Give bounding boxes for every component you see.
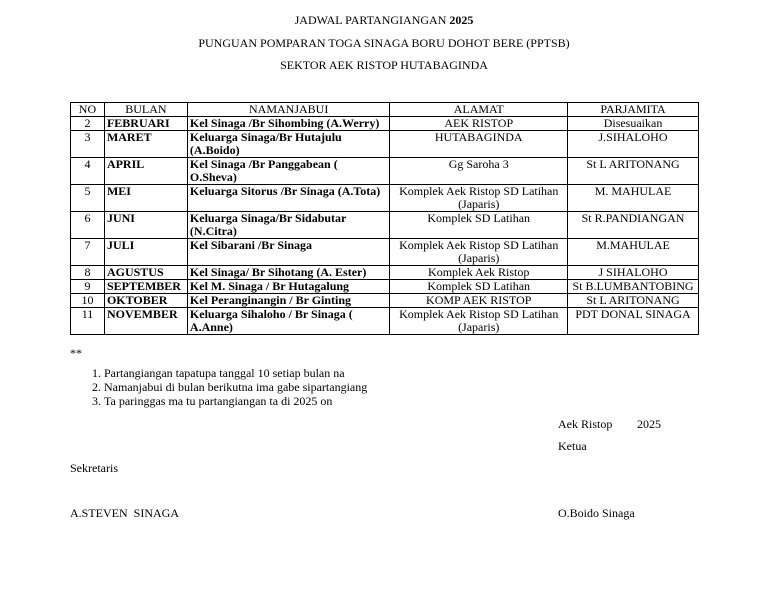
cell-parjamita: J SIHALOHO: [568, 266, 699, 280]
cell-bulan: JUNI: [104, 212, 187, 239]
cell-parjamita: St L ARITONANG: [568, 158, 699, 185]
table-row: [71, 239, 699, 266]
cell-bulan: MARET: [104, 131, 187, 158]
cell-namanjabui: Keluarga Sitorus /Br Sinaga (A.Tota): [187, 185, 390, 212]
title-year: 2025: [449, 13, 474, 27]
cell-no: 6: [71, 212, 105, 239]
cell-bulan: APRIL: [104, 158, 187, 185]
list-item: 1. Partangiangan tapatupa tanggal 10 setiap bulan na: [104, 366, 367, 380]
cell-bulan: FEBRUARI: [104, 117, 187, 131]
cell-bulan: SEPTEMBER: [104, 280, 187, 294]
table-row: [71, 185, 699, 212]
cell-parjamita: Disesuaikan: [568, 117, 699, 131]
cell-alamat: Komplek Aek Ristop: [390, 266, 568, 280]
cell-no: 2: [71, 117, 105, 131]
cell-namanjabui: Kel M. Sinaga / Br Hutagalung: [187, 280, 390, 294]
cell-bulan: MEI: [104, 185, 187, 212]
cell-no: 5: [71, 185, 105, 212]
cell-no: 10: [71, 294, 105, 308]
table-row: [71, 158, 699, 185]
table-row: [71, 294, 699, 308]
cell-parjamita: M.MAHULAE: [568, 239, 699, 266]
sector-name: SEKTOR AEK RISTOP HUTABAGINDA: [280, 58, 488, 72]
cell-no: 11: [71, 308, 105, 335]
cell-alamat: HUTABAGINDA: [390, 131, 568, 158]
column-header-alamat: ALAMAT: [390, 103, 568, 117]
cell-parjamita: M. MAHULAE: [568, 185, 699, 212]
cell-alamat: AEK RISTOP: [390, 117, 568, 131]
cell-no: 8: [71, 266, 105, 280]
cell-parjamita: St L ARITONANG: [568, 294, 699, 308]
cell-alamat: KOMP AEK RISTOP: [390, 294, 568, 308]
cell-no: 9: [71, 280, 105, 294]
signature-place: Aek Ristop: [558, 417, 613, 431]
cell-namanjabui: Keluarga Sinaga/Br Hutajulu (A.Boido): [187, 131, 390, 158]
column-header-no: NO: [71, 103, 105, 117]
title-text: JADWAL PARTANGIANGAN: [294, 13, 450, 27]
table-row: [71, 212, 699, 239]
signature-year: 2025: [637, 417, 661, 431]
table-row: [71, 266, 699, 280]
document-title: [0, 13, 768, 27]
cell-namanjabui: Keluarga Sihaloho / Br Sinaga ( A.Anne): [187, 308, 390, 335]
cell-bulan: AGUSTUS: [104, 266, 187, 280]
cell-alamat: Komplek SD Latihan: [390, 280, 568, 294]
sekretaris-title: Sekretaris: [70, 461, 118, 475]
notes-marker: **: [70, 346, 82, 360]
ketua-name: O.Boido Sinaga: [558, 506, 635, 520]
cell-parjamita: J.SIHALOHO: [568, 131, 699, 158]
cell-namanjabui: Keluarga Sinaga/Br Sidabutar (N.Citra): [187, 212, 390, 239]
column-header-bulan: BULAN: [104, 103, 187, 117]
cell-namanjabui: Kel Peranginangin / Br Ginting: [187, 294, 390, 308]
notes-list: [70, 366, 367, 408]
organization-name: PUNGUAN POMPARAN TOGA SINAGA BORU DOHOT BERE (PPTSB): [198, 36, 570, 50]
cell-no: 3: [71, 131, 105, 158]
table-row: [71, 280, 699, 294]
table-row: [71, 117, 699, 131]
cell-parjamita: PDT DONAL SINAGA: [568, 308, 699, 335]
cell-namanjabui: Kel Sinaga/ Br Sihotang (A. Ester): [187, 266, 390, 280]
table-row: [71, 308, 699, 335]
cell-namanjabui: Kel Sinaga /Br Panggabean ( O.Sheva): [187, 158, 390, 185]
cell-namanjabui: Kel Sibarani /Br Sinaga: [187, 239, 390, 266]
list-item: 2. Namanjabui di bulan berikutna ima gabe sipartangiang: [104, 380, 367, 394]
column-header-namanjabui: NAMANJABUI: [187, 103, 390, 117]
ketua-title: Ketua: [558, 439, 587, 453]
schedule-table: [70, 102, 699, 335]
cell-bulan: JULI: [104, 239, 187, 266]
cell-alamat: Komplek Aek Ristop SD Latihan (Japaris): [390, 185, 568, 212]
table-header-row: [71, 103, 699, 117]
cell-no: 4: [71, 158, 105, 185]
cell-bulan: NOVEMBER: [104, 308, 187, 335]
cell-parjamita: St B.LUMBANTOBING: [568, 280, 699, 294]
cell-namanjabui: Kel Sinaga /Br Sihombing (A.Werry): [187, 117, 390, 131]
cell-parjamita: St R.PANDIANGAN: [568, 212, 699, 239]
cell-bulan: OKTOBER: [104, 294, 187, 308]
table-row: [71, 131, 699, 158]
sekretaris-name: A.STEVEN SINAGA: [70, 506, 179, 520]
cell-no: 7: [71, 239, 105, 266]
list-item: 3. Ta paringgas ma tu partangiangan ta di 2025 on: [104, 394, 367, 408]
column-header-parjamita: PARJAMITA: [568, 103, 699, 117]
cell-alamat: Gg Saroha 3: [390, 158, 568, 185]
cell-alamat: Komplek Aek Ristop SD Latihan (Japaris): [390, 239, 568, 266]
cell-alamat: Komplek Aek Ristop SD Latihan (Japaris): [390, 308, 568, 335]
cell-alamat: Komplek SD Latihan: [390, 212, 568, 239]
